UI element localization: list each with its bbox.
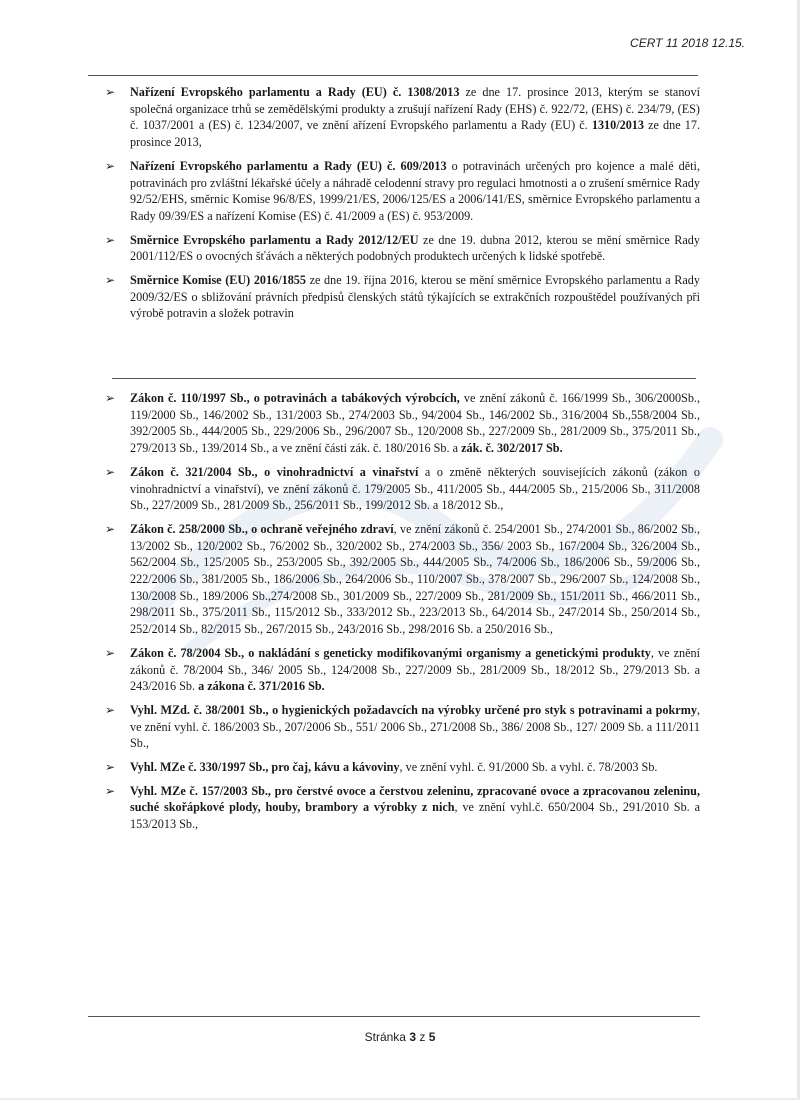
item-text: ze dne 19. dubna 2012, kterou se mění směrnice Rady 2001/112/ES o ovocných šťávách a některých podobných produktech určených k lidské spotřebě. xyxy=(130,232,700,264)
item-text: , ve znění vyhl.č. 650/2004 Sb., 291/2010 Sb. a 153/2013 Sb., xyxy=(130,800,700,832)
item-text: a o změně některých souvisejících zákonů (zákon o vinohradnictví a vinařství), ve znění zákonů č. 179/2005 Sb., 411/2005 Sb., 444/2005 Sb., 215/2006 Sb., 311/2008 Sb., 227/2009 Sb., 281/2009 Sb., 256/2011 Sb., 199/2012 Sb. a 18/2012 Sb., xyxy=(130,464,700,513)
item-title: Zákon č. 78/2004 Sb., o nakládání s geneticky modifikovanými organismy a genetickými produkty xyxy=(130,645,651,660)
section-divider xyxy=(112,378,696,379)
footer-prefix: Stránka xyxy=(364,1030,410,1044)
list-item xyxy=(105,232,700,265)
czech-laws-list xyxy=(105,390,700,840)
item-title: a zákona č. 371/2016 Sb. xyxy=(198,679,325,694)
list-item xyxy=(105,759,700,776)
item-title: Zákon č. 258/2000 Sb., o ochraně veřejného zdraví xyxy=(130,521,394,536)
item-title: 1310/2013 xyxy=(591,118,644,133)
item-title: Zákon č. 110/1997 Sb., o potravinách a tabákových výrobcích, xyxy=(130,391,460,405)
eu-regulations-list xyxy=(105,84,700,329)
item-text: ze dne 17. prosince 2013, xyxy=(130,118,700,150)
item-title: Vyhl. MZe č. 157/2003 Sb., pro čerstvé ovoce a čerstvou zeleninu, zpracované ovoce a zpracovanou zeleninu, suché skořápkové plody, houby, brambory a výrobky z nich xyxy=(130,783,700,815)
arrow-bullet-icon: ➢ xyxy=(105,232,116,247)
item-title: Vyhl. MZd. č. 38/2001 Sb., o hygienických požadavcích na výrobky určené pro styk s potravinami a pokrmy xyxy=(130,702,697,717)
item-title: Nařízení Evropského parlamentu a Rady (EU) č. 609/2013 xyxy=(130,158,447,173)
item-title: Směrnice Komise (EU) 2016/1855 xyxy=(130,273,306,288)
list-item xyxy=(105,521,700,638)
arrow-bullet-icon: ➢ xyxy=(105,273,116,288)
arrow-bullet-icon: ➢ xyxy=(105,85,116,99)
footer-divider xyxy=(88,1016,700,1017)
footer-middle: z xyxy=(416,1030,429,1044)
item-title: Zákon č. 321/2004 Sb., o vinohradnictví a vinařství xyxy=(130,464,419,479)
total-page-count: 5 xyxy=(428,1030,436,1044)
arrow-bullet-icon: ➢ xyxy=(105,760,116,775)
arrow-bullet-icon: ➢ xyxy=(105,645,116,660)
list-item xyxy=(105,702,700,752)
arrow-bullet-icon: ➢ xyxy=(105,158,116,173)
list-item xyxy=(105,158,700,225)
arrow-bullet-icon: ➢ xyxy=(105,702,116,717)
item-text: , ve znění vyhl. č. 91/2000 Sb. a vyhl. č. 78/2003 Sb. xyxy=(399,760,658,775)
arrow-bullet-icon: ➢ xyxy=(105,391,116,405)
arrow-bullet-icon: ➢ xyxy=(105,464,116,479)
page-footer xyxy=(0,1030,800,1044)
item-title: Nařízení Evropského parlamentu a Rady (EU) č. 1308/2013 xyxy=(130,85,460,99)
item-title: Směrnice Evropského parlamentu a Rady 2012/12/EU xyxy=(130,232,419,247)
item-text: ze dne 17. prosince 2013, kterým se stanoví společná organizace trhů se zemědělskými produkty a zrušují nařízení Rady (EHS) č. 922/72, (EHS) č. 234/79, (ES) č. 1037/2001 a (ES) č. 1234/2007, ve znění ařízení Evropského parlamentu a Rady (EU) č. xyxy=(130,85,700,133)
page-header: CERT 11 2018 12.15. xyxy=(630,36,745,50)
list-item xyxy=(105,390,700,457)
arrow-bullet-icon: ➢ xyxy=(105,521,116,536)
list-item xyxy=(105,645,700,695)
item-text: , ve znění zákonů č. 78/2004 Sb., 346/ 2005 Sb., 124/2008 Sb., 227/2009 Sb., 281/2009 Sb., 18/2012 Sb., 279/2013 Sb. a 243/2016 Sb. xyxy=(130,645,700,694)
list-item xyxy=(105,783,700,833)
item-text: ve znění zákonů č. 166/1999 Sb., 306/2000Sb., 119/2000 Sb., 146/2002 Sb., 131/2003 Sb., 274/2003 Sb., 94/2004 Sb., 146/2002 Sb., 316/2004 Sb.,558/2004 Sb., 392/2005 Sb., 444/2005 Sb., 229/2006 Sb., 296/2007 Sb., 120/2008 Sb., 227/2009 Sb., 281/2009 Sb., 375/2011 Sb., 279/2013 Sb., 139/2014 Sb., a ve znění části zák. č. 180/2016 Sb. a xyxy=(130,391,701,456)
item-text: ze dne 19. října 2016, kterou se mění směrnice Evropského parlamentu a Rady 2009/32/ES o sbližování právních předpisů členských států týkajících se extrakčních rozpouštědel používaných při výrobě potravin a složek potravin xyxy=(130,273,700,321)
list-item xyxy=(105,464,700,514)
header-divider xyxy=(88,75,698,76)
item-text: , ve znění zákonů č. 254/2001 Sb., 274/2001 Sb., 86/2002 Sb., 13/2002 Sb., 120/2002 Sb., 76/2002 Sb., 320/2002 Sb., 274/2003 Sb., 356/ 2003 Sb., 167/2004 Sb., 326/2004 Sb., 562/2004 Sb., 125/2005 Sb., 253/2005 Sb., 392/2005 Sb., 444/2005 Sb., 74/2006 Sb., 186/2006 Sb., 59/2006 Sb., 222/2006 Sb., 381/2005 Sb., 186/2006 Sb., 264/2006 Sb., 110/2007 Sb., 378/2007 Sb., 296/2007 Sb., 124/2008 Sb., 130/2008 Sb., 189/2006 Sb.,274/2008 Sb., 301/2009 Sb., 227/2009 Sb., 281/2009 Sb., 151/2011 Sb., 466/2011 Sb., 298/2011 Sb., 375/2011 Sb., 115/2012 Sb., 333/2012 Sb., 223/2013 Sb., 64/2014 Sb., 247/2014 Sb., 250/2014 Sb., 252/2014 Sb., 82/2015 Sb., 267/2015 Sb., 243/2016 Sb., 298/2016 Sb. a 250/2016 Sb., xyxy=(130,521,700,637)
list-item xyxy=(105,272,700,322)
list-item xyxy=(105,84,700,151)
arrow-bullet-icon: ➢ xyxy=(105,783,116,798)
item-text: , ve znění vyhl. č. 186/2003 Sb., 207/2006 Sb., 551/ 2006 Sb., 271/2008 Sb., 386/ 2008 Sb., 127/ 2009 Sb. a 111/2011 Sb., xyxy=(130,702,700,751)
item-text: o potravinách určených pro kojence a malé děti, potravinách pro zvláštní lékařské účely a náhradě celodenní stravy pro regulaci hmotnosti a o zrušení směrnice Rady 92/52/EHS, směrnic Komise 96/8/ES, 1999/21/ES, 2006/125/ES a 2006/141/ES, směrnice Evropského parlamentu a Rady 09/39/ES a nařízení Komise (ES) č. 41/2009 a (ES) č. 953/2009. xyxy=(130,158,700,223)
item-title: zák. č. 302/2017 Sb. xyxy=(461,441,563,456)
item-title: Vyhl. MZe č. 330/1997 Sb., pro čaj, kávu a kávoviny xyxy=(130,760,400,775)
current-page-number: 3 xyxy=(409,1030,417,1044)
